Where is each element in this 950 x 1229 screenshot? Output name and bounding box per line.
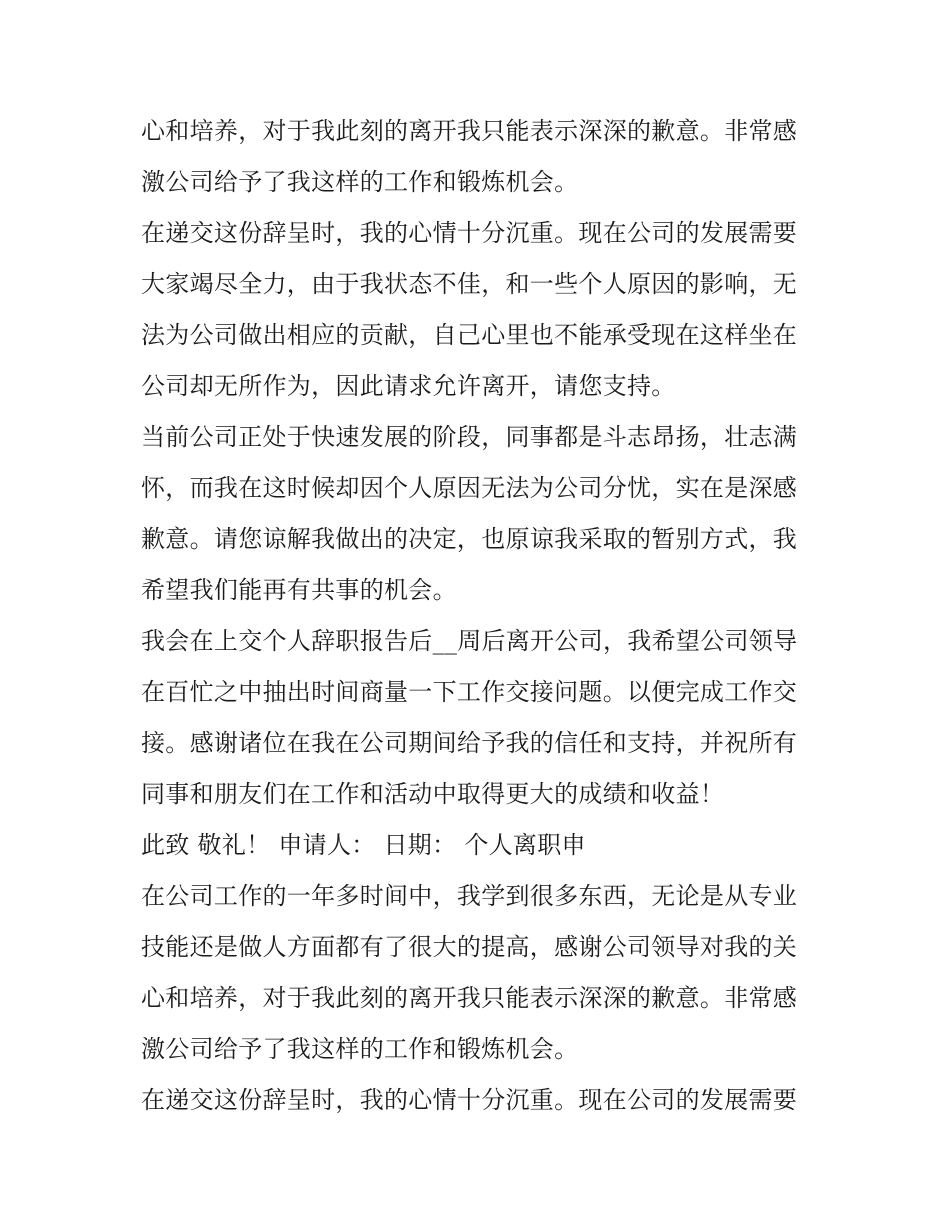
- document-body: [141, 106, 821, 1126]
- text-line: 歉意。请您谅解我做出的决定，也原谅我采取的暂别方式，我: [141, 525, 798, 553]
- text-line: 法为公司做出相应的贡献，自己心里也不能承受现在这样坐在: [141, 321, 798, 349]
- text-line: 公司却无所作为，因此请求允许离开，请您支持。: [141, 372, 676, 400]
- text-line: 在百忙之中抽出时间商量一下工作交接问题。以便完成工作交: [141, 678, 798, 706]
- text-line: 在递交这份辞呈时，我的心情十分沉重。现在公司的发展需要: [141, 1086, 798, 1114]
- text-line: 心和培养，对于我此刻的离开我只能表示深深的歉意。非常感: [141, 984, 798, 1012]
- text-line: 激公司给予了我这样的工作和锻炼机会。: [141, 1035, 579, 1063]
- text-line: 当前公司正处于快速发展的阶段，同事都是斗志昂扬，壮志满: [141, 423, 798, 451]
- text-line: 同事和朋友们在工作和活动中取得更大的成绩和收益！: [141, 780, 725, 808]
- text-line: 在递交这份辞呈时，我的心情十分沉重。现在公司的发展需要: [141, 219, 798, 247]
- closing-line: 此致 敬礼！ 申请人： 日期： 个人离职申: [141, 831, 586, 859]
- text-line: 激公司给予了我这样的工作和锻炼机会。: [141, 168, 579, 196]
- text-line: 技能还是做人方面都有了很大的提高，感谢公司领导对我的关: [141, 933, 798, 961]
- text-line: 接。感谢诸位在我在公司期间给予我的信任和支持，并祝所有: [141, 729, 798, 757]
- text-line: 大家竭尽全力，由于我状态不佳，和一些个人原因的影响，无: [141, 270, 798, 298]
- text-line: 心和培养，对于我此刻的离开我只能表示深深的歉意。非常感: [141, 117, 798, 145]
- text-line: 在公司工作的一年多时间中，我学到很多东西，无论是从专业: [141, 882, 798, 910]
- text-line: 我会在上交个人辞职报告后__周后离开公司，我希望公司领导: [141, 627, 798, 655]
- text-line: 希望我们能再有共事的机会。: [141, 576, 457, 604]
- text-line: 怀，而我在这时候却因个人原因无法为公司分忧，实在是深感: [141, 474, 798, 502]
